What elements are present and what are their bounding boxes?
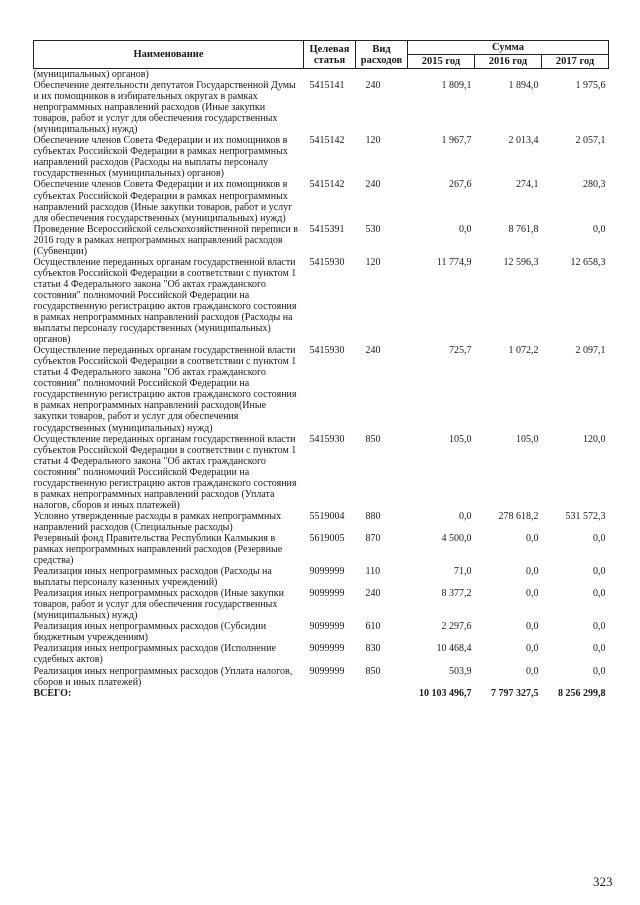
- row-amount-2016: 8 761,8: [508, 223, 539, 235]
- row-amount-2015: 1 967,7: [441, 135, 472, 147]
- row-expense-kind: 830: [365, 643, 381, 655]
- header-target-article: Целевая статья: [304, 41, 356, 69]
- row-name: Проведение Всероссийской сельскохозяйственной переписи в 2016 году в рамках непрограммных направлений расходов (Субвенции): [33, 223, 299, 257]
- table-row: [34, 621, 609, 643]
- row-amount-2015: 71,0: [454, 566, 472, 578]
- table-row: [34, 511, 609, 533]
- row-name: Реализация иных непрограммных расходов (Уплата налогов, сборов и иных платежей): [33, 665, 293, 688]
- row-expense-kind: 530: [365, 223, 381, 235]
- row-amount-2016: [475, 69, 542, 81]
- row-amount-2015: [408, 69, 475, 81]
- row-amount-2016: 0,0: [526, 621, 539, 633]
- row-target-article: 5415930: [309, 433, 345, 445]
- total-kind: [356, 688, 408, 699]
- row-name: Реализация иных непрограммных расходов (Субсидии бюджетным учреждениям): [33, 621, 267, 644]
- budget-table: [33, 40, 609, 699]
- row-amount-2016: 0,0: [526, 532, 539, 544]
- row-amount-2015: 4 500,0: [441, 532, 472, 544]
- row-name: Обеспечение членов Совета Федерации и их помощников в субъектах Российской Федерации в рамках непрограммных направлений расходов (Иные закупки товаров, работ и услуг для обеспечения государственных (муниципальных) нужд): [33, 179, 293, 224]
- row-name: (муниципальных) органов): [33, 69, 149, 80]
- row-amount-2016: 105,0: [516, 433, 539, 445]
- table-row: [34, 434, 609, 511]
- table-row: [34, 224, 609, 257]
- row-target-article: 5415391: [309, 223, 345, 235]
- table-row: [34, 345, 609, 433]
- row-expense-kind: 240: [365, 80, 381, 92]
- row-name: Реализация иных непрограммных расходов (Иные закупки товаров, работ и услуг для обеспечения государственных (муниципальных) нужд): [33, 588, 284, 622]
- row-target-article: 5415142: [309, 179, 345, 191]
- row-name: Реализация иных непрограммных расходов (Расходы на выплаты персоналу казенных учреждений): [33, 566, 272, 589]
- table-row: [34, 566, 609, 588]
- row-amount-2015: 267,6: [449, 179, 472, 191]
- table-row: [34, 179, 609, 223]
- table-row: [34, 666, 609, 688]
- row-amount-2015: 0,0: [459, 510, 472, 522]
- total-2017: 8 256 299,8: [558, 687, 606, 699]
- row-expense-kind: [356, 69, 408, 81]
- header-year-2017: 2017 год: [542, 55, 609, 69]
- row-target-article: 9099999: [309, 588, 345, 600]
- row-amount-2016: 278 618,2: [498, 510, 539, 522]
- row-name: Обеспечение деятельности депутатов Государственной Думы и их помощников в избирательных округах в рамках непрограммных направлений расходов (Иные закупки товаров, работ и услуг для обеспечения государственных (муниципальных) нужд): [33, 80, 296, 136]
- total-2015: 10 103 496,7: [419, 687, 472, 699]
- row-amount-2016: 0,0: [526, 566, 539, 578]
- row-name: Осуществление переданных органам государственной власти субъектов Российской Федерации в соответствии с пунктом 1 статьи 4 Федерального закона "Об актах гражданского состояния" полномочий Российской Федерации на государственную регистрацию актов гражданского состояния в рамках непрограммных направлений расходов(Иные закупки товаров, работ и услуг для обеспечения государственных (муниципальных) нужд): [33, 345, 297, 434]
- row-amount-2016: 0,0: [526, 588, 539, 600]
- row-target-article: 5415930: [309, 256, 345, 268]
- row-expense-kind: 240: [365, 588, 381, 600]
- header-expense-kind: Вид расходов: [356, 41, 408, 69]
- row-expense-kind: 850: [365, 433, 381, 445]
- row-amount-2016: 12 596,3: [503, 256, 539, 268]
- row-amount-2017: 2 097,1: [575, 345, 606, 357]
- table-row: [34, 588, 609, 621]
- row-amount-2015: 1 809,1: [441, 80, 472, 92]
- row-amount-2015: 10 468,4: [436, 643, 472, 655]
- header-name: Наименование: [34, 41, 304, 69]
- row-amount-2016: 1 894,0: [508, 80, 539, 92]
- row-amount-2017: 2 057,1: [575, 135, 606, 147]
- row-amount-2017: 0,0: [593, 665, 606, 677]
- row-name: Осуществление переданных органам государственной власти субъектов Российской Федерации в соответствии с пунктом 1 статьи 4 Федерального закона "Об актах гражданского состояния" полномочий Российской Федерации на государственную регистрацию актов гражданского состояния в рамках непрограммных направлений расходов (Уплата налогов, сборов и иных платежей): [33, 433, 297, 511]
- row-amount-2015: 105,0: [449, 433, 472, 445]
- row-expense-kind: 240: [365, 179, 381, 191]
- row-target-article: 5415142: [309, 135, 345, 147]
- table-row: [34, 643, 609, 665]
- row-amount-2015: 8 377,2: [441, 588, 472, 600]
- row-amount-2017: 0,0: [593, 566, 606, 578]
- row-expense-kind: 240: [365, 345, 381, 357]
- row-amount-2017: 280,3: [583, 179, 606, 191]
- row-expense-kind: 870: [365, 532, 381, 544]
- row-amount-2015: 2 297,6: [441, 621, 472, 633]
- row-amount-2016: 1 072,2: [508, 345, 539, 357]
- total-row: [34, 688, 609, 699]
- row-amount-2015: 0,0: [459, 223, 472, 235]
- row-target-article: 9099999: [309, 566, 345, 578]
- total-2016: 7 797 327,5: [491, 687, 539, 699]
- row-amount-2017: 531 572,3: [565, 510, 606, 522]
- page-number: 323: [593, 874, 613, 889]
- row-amount-2017: 0,0: [593, 223, 606, 235]
- row-name: Обеспечение членов Совета Федерации и их помощников в субъектах Российской Федерации в рамках непрограммных направлений расходов (Расходы на выплаты персоналу государственных (муниципальных) органов): [33, 135, 288, 180]
- row-amount-2015: 11 774,9: [436, 256, 472, 268]
- row-expense-kind: 610: [365, 621, 381, 633]
- row-amount-2017: 0,0: [593, 588, 606, 600]
- row-amount-2017: 0,0: [593, 621, 606, 633]
- table-row: [34, 69, 609, 81]
- row-target-article: 5415930: [309, 345, 345, 357]
- row-amount-2017: [542, 69, 609, 81]
- row-target-article: 9099999: [309, 643, 345, 655]
- row-amount-2017: 120,0: [583, 433, 606, 445]
- row-amount-2016: 0,0: [526, 643, 539, 655]
- row-amount-2015: 503,9: [449, 665, 472, 677]
- row-expense-kind: 120: [365, 135, 381, 147]
- row-amount-2017: 0,0: [593, 643, 606, 655]
- row-name: Условно утвержденные расходы в рамках непрограммных направлений расходов (Специальные расходы): [33, 510, 282, 533]
- header-sum: Сумма: [408, 41, 609, 55]
- row-expense-kind: 120: [365, 256, 381, 268]
- row-amount-2017: 12 658,3: [570, 256, 606, 268]
- row-target-article: 9099999: [309, 621, 345, 633]
- row-name: Резервный фонд Правительства Республики Калмыкия в рамках непрограммных направлений расходов (Резервные средства): [33, 532, 283, 567]
- total-code: [304, 688, 356, 699]
- row-expense-kind: 850: [365, 665, 381, 677]
- row-target-article: 5519004: [309, 510, 345, 522]
- row-expense-kind: 110: [365, 566, 381, 578]
- table-row: [34, 135, 609, 179]
- table-row: [34, 80, 609, 135]
- row-target-article: 9099999: [309, 665, 345, 677]
- row-amount-2016: 0,0: [526, 665, 539, 677]
- row-amount-2016: 274,1: [516, 179, 539, 191]
- row-expense-kind: 880: [365, 510, 381, 522]
- row-name: Реализация иных непрограммных расходов (Исполнение судебных актов): [33, 643, 276, 666]
- row-name: Осуществление переданных органам государственной власти субъектов Российской Федерации в соответствии с пунктом 1 статьи 4 Федерального закона "Об актах гражданского состояния" полномочий Российской Федерации на государственную регистрацию актов гражданского состояния в рамках непрограммных направлений расходов (Расходы на выплаты персоналу государственных (муниципальных) органов): [33, 256, 297, 346]
- row-amount-2017: 0,0: [593, 532, 606, 544]
- row-target-article: 5415141: [309, 80, 345, 92]
- table-row: [34, 257, 609, 345]
- total-label: ВСЕГО:: [33, 687, 72, 699]
- row-amount-2015: 725,7: [449, 345, 472, 357]
- row-amount-2017: 1 975,6: [575, 80, 606, 92]
- table-body: [34, 69, 609, 699]
- header-row: [34, 41, 609, 55]
- row-target-article: [304, 69, 356, 81]
- row-target-article: 5619005: [309, 532, 345, 544]
- row-amount-2016: 2 013,4: [508, 135, 539, 147]
- header-year-2016: 2016 год: [475, 55, 542, 69]
- header-year-2015: 2015 год: [408, 55, 475, 69]
- table-row: [34, 533, 609, 566]
